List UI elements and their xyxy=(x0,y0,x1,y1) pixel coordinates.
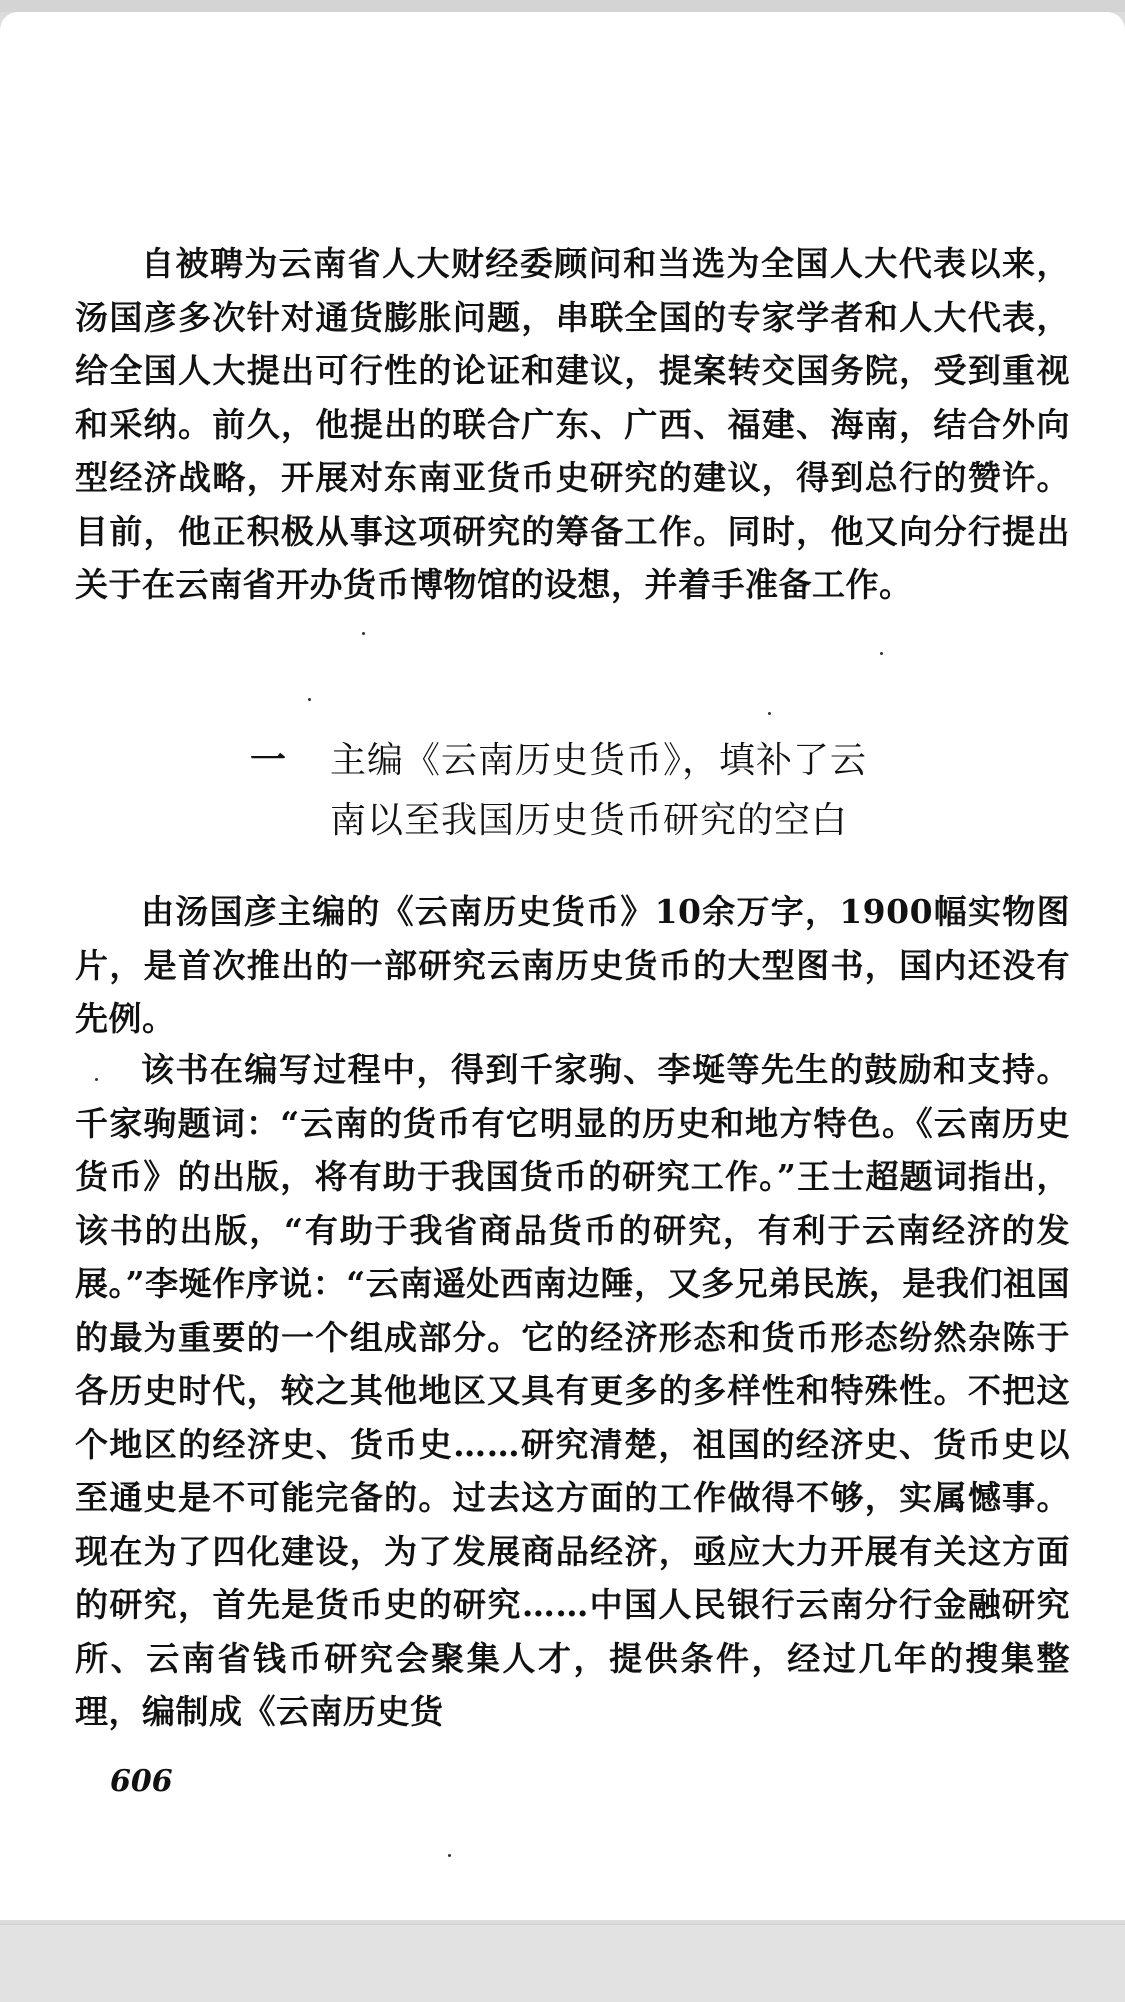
page-number: 606 xyxy=(110,1764,173,1799)
paragraph-2: 由汤国彦主编的《云南历史货币》10余万字，1900幅实物图片，是首次推出的一部研究云南历史货币的大型图书，国内还没有先例。 xyxy=(75,892,1070,1038)
scan-speck xyxy=(448,1854,451,1857)
bottom-bar xyxy=(0,1924,1125,2002)
section-number: 一 xyxy=(250,739,288,781)
scan-speck xyxy=(362,632,365,635)
scan-speck xyxy=(768,712,771,715)
paragraph-3: 该书在编写过程中，得到千家驹、李埏等先生的鼓励和支持。千家驹题词：“云南的货币有它明显的历史和地方特色。《云南历史货币》的出版，将有助于我国货币的研究工作。”王士超题词指出，该书的出版，“有助于我省商品货币的研究，有利于云南经济的发展。”李埏作序说：“云南遥处西南边陲，又多兄弟民族，是我们祖国的最为重要的一个组成部分。它的经济形态和货币形态纷然杂陈于各历史时代，较之其他地区又具有更多的多样性和特殊性。不把这个地区的经济史、货币史……研究清楚，祖国的经济史、货币史以至通史是不可能完备的。过去这方面的工作做得不够，实属憾事。现在为了四化建设，为了发展商品经济，亟应大力开展有关这方面的研究，首先是货币史的研究……中国人民银行云南分行金融研究所、云南省钱币研究会聚集人才，提供条件，经过几年的搜集整理，编制成《云南历史货 xyxy=(75,1050,1070,1731)
document-page xyxy=(0,12,1125,1920)
section-heading-line-2: 南以至我国历史货币研究的空白 xyxy=(330,800,849,841)
top-bar xyxy=(0,0,1125,12)
paragraph-1: 自被聘为云南省人大财经委顾问和当选为全国人大代表以来，汤国彦多次针对通货膨胀问题，串联全国的专家学者和人大代表，给全国人大提出可行性的论证和建议，提案转交国务院，受到重视和采纳。前久，他提出的联合广东、广西、福建、海南，结合外向型经济战略，开展对东南亚货币史研究的建议，得到总行的赞许。目前，他正积极从事这项研究的筹备工作。同时，他又向分行提出关于在云南省开办货币博物馆的设想，并着手准备工作。 xyxy=(75,244,1070,604)
section-heading xyxy=(250,730,867,851)
scan-speck xyxy=(880,652,883,655)
scan-speck xyxy=(95,1078,98,1081)
scan-speck xyxy=(308,698,311,701)
section-heading-line-1: 主编《云南历史货币》，填补了云 xyxy=(330,740,868,781)
